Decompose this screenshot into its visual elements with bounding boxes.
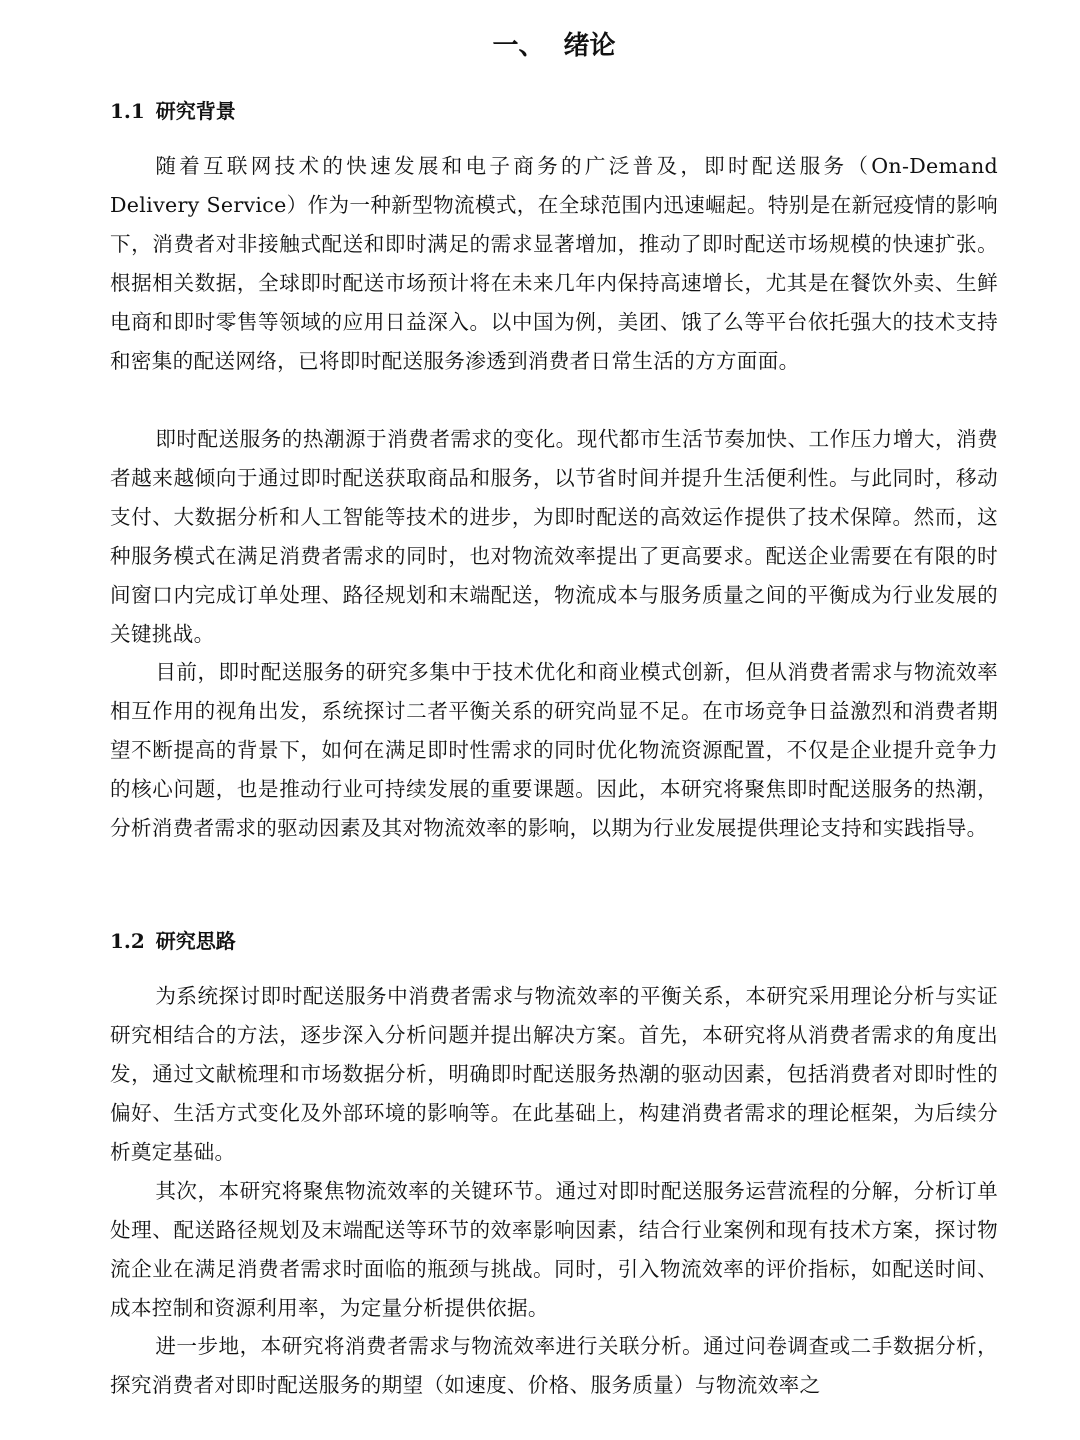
paragraph: 随着互联网技术的快速发展和电子商务的广泛普及，即时配送服务（On-Demand Delivery Service）作为一种新型物流模式，在全球范围内迅速崛起。特别是在新冠疫情的影响下，消费者对非接触式配送和即时满足的需求显著增加，推动了即时配送市场规模的快速扩张。根据相关数据，全球即时配送市场预计将在未来几年内保持高速增长，尤其是在餐饮外卖、生鲜电商和即时零售等领域的应用日益深入。以中国为例，美团、饿了么等平台依托强大的技术支持和密集的配送网络，已将即时配送服务渗透到消费者日常生活的方方面面。 <box>110 154 998 373</box>
paragraph: 其次，本研究将聚焦物流效率的关键环节。通过对即时配送服务运营流程的分解，分析订单处理、配送路径规划及末端配送等环节的效率影响因素，结合行业案例和现有技术方案，探讨物流企业在满足消费者需求时面临的瓶颈与挑战。同时，引入物流效率的评价指标，如配送时间、成本控制和资源利用率，为定量分析提供依据。 <box>110 1179 998 1320</box>
section-number: 1.1 <box>110 99 145 123</box>
section-number: 1.2 <box>110 929 145 953</box>
section-title: 研究思路 <box>155 929 236 953</box>
paragraph: 目前，即时配送服务的研究多集中于技术优化和商业模式创新，但从消费者需求与物流效率相互作用的视角出发，系统探讨二者平衡关系的研究尚显不足。在市场竞争日益激烈和消费者期望不断提高的背景下，如何在满足即时性需求的同时优化物流资源配置，不仅是企业提升竞争力的核心问题，也是推动行业可持续发展的重要课题。因此，本研究将聚焦即时配送服务的热潮，分析消费者需求的驱动因素及其对物流效率的影响，以期为行业发展提供理论支持和实践指导。 <box>110 660 998 840</box>
paragraph: 进一步地，本研究将消费者需求与物流效率进行关联分析。通过问卷调查或二手数据分析，探究消费者对即时配送服务的期望（如速度、价格、服务质量）与物流效率之 <box>110 1334 998 1397</box>
section-title: 研究背景 <box>155 99 236 123</box>
paragraph: 为系统探讨即时配送服务中消费者需求与物流效率的平衡关系，本研究采用理论分析与实证研究相结合的方法，逐步深入分析问题并提出解决方案。首先，本研究将从消费者需求的角度出发，通过文献梳理和市场数据分析，明确即时配送服务热潮的驱动因素，包括消费者对即时性的偏好、生活方式变化及外部环境的影响等。在此基础上，构建消费者需求的理论框架，为后续分析奠定基础。 <box>110 984 998 1164</box>
section-heading-1-1 <box>110 96 236 126</box>
chapter-title: 一、 绪论 <box>492 31 616 61</box>
section-heading-1-2 <box>110 926 236 956</box>
paragraph: 即时配送服务的热潮源于消费者需求的变化。现代都市生活节奏加快、工作压力增大，消费者越来越倾向于通过即时配送获取商品和服务，以节省时间并提升生活便利性。与此同时，移动支付、大数据分析和人工智能等技术的进步，为即时配送的高效运作提供了技术保障。然而，这种服务模式在满足消费者需求的同时，也对物流效率提出了更高要求。配送企业需要在有限的时间窗口内完成订单处理、路径规划和末端配送，物流成本与服务质量之间的平衡成为行业发展的关键挑战。 <box>110 427 998 646</box>
